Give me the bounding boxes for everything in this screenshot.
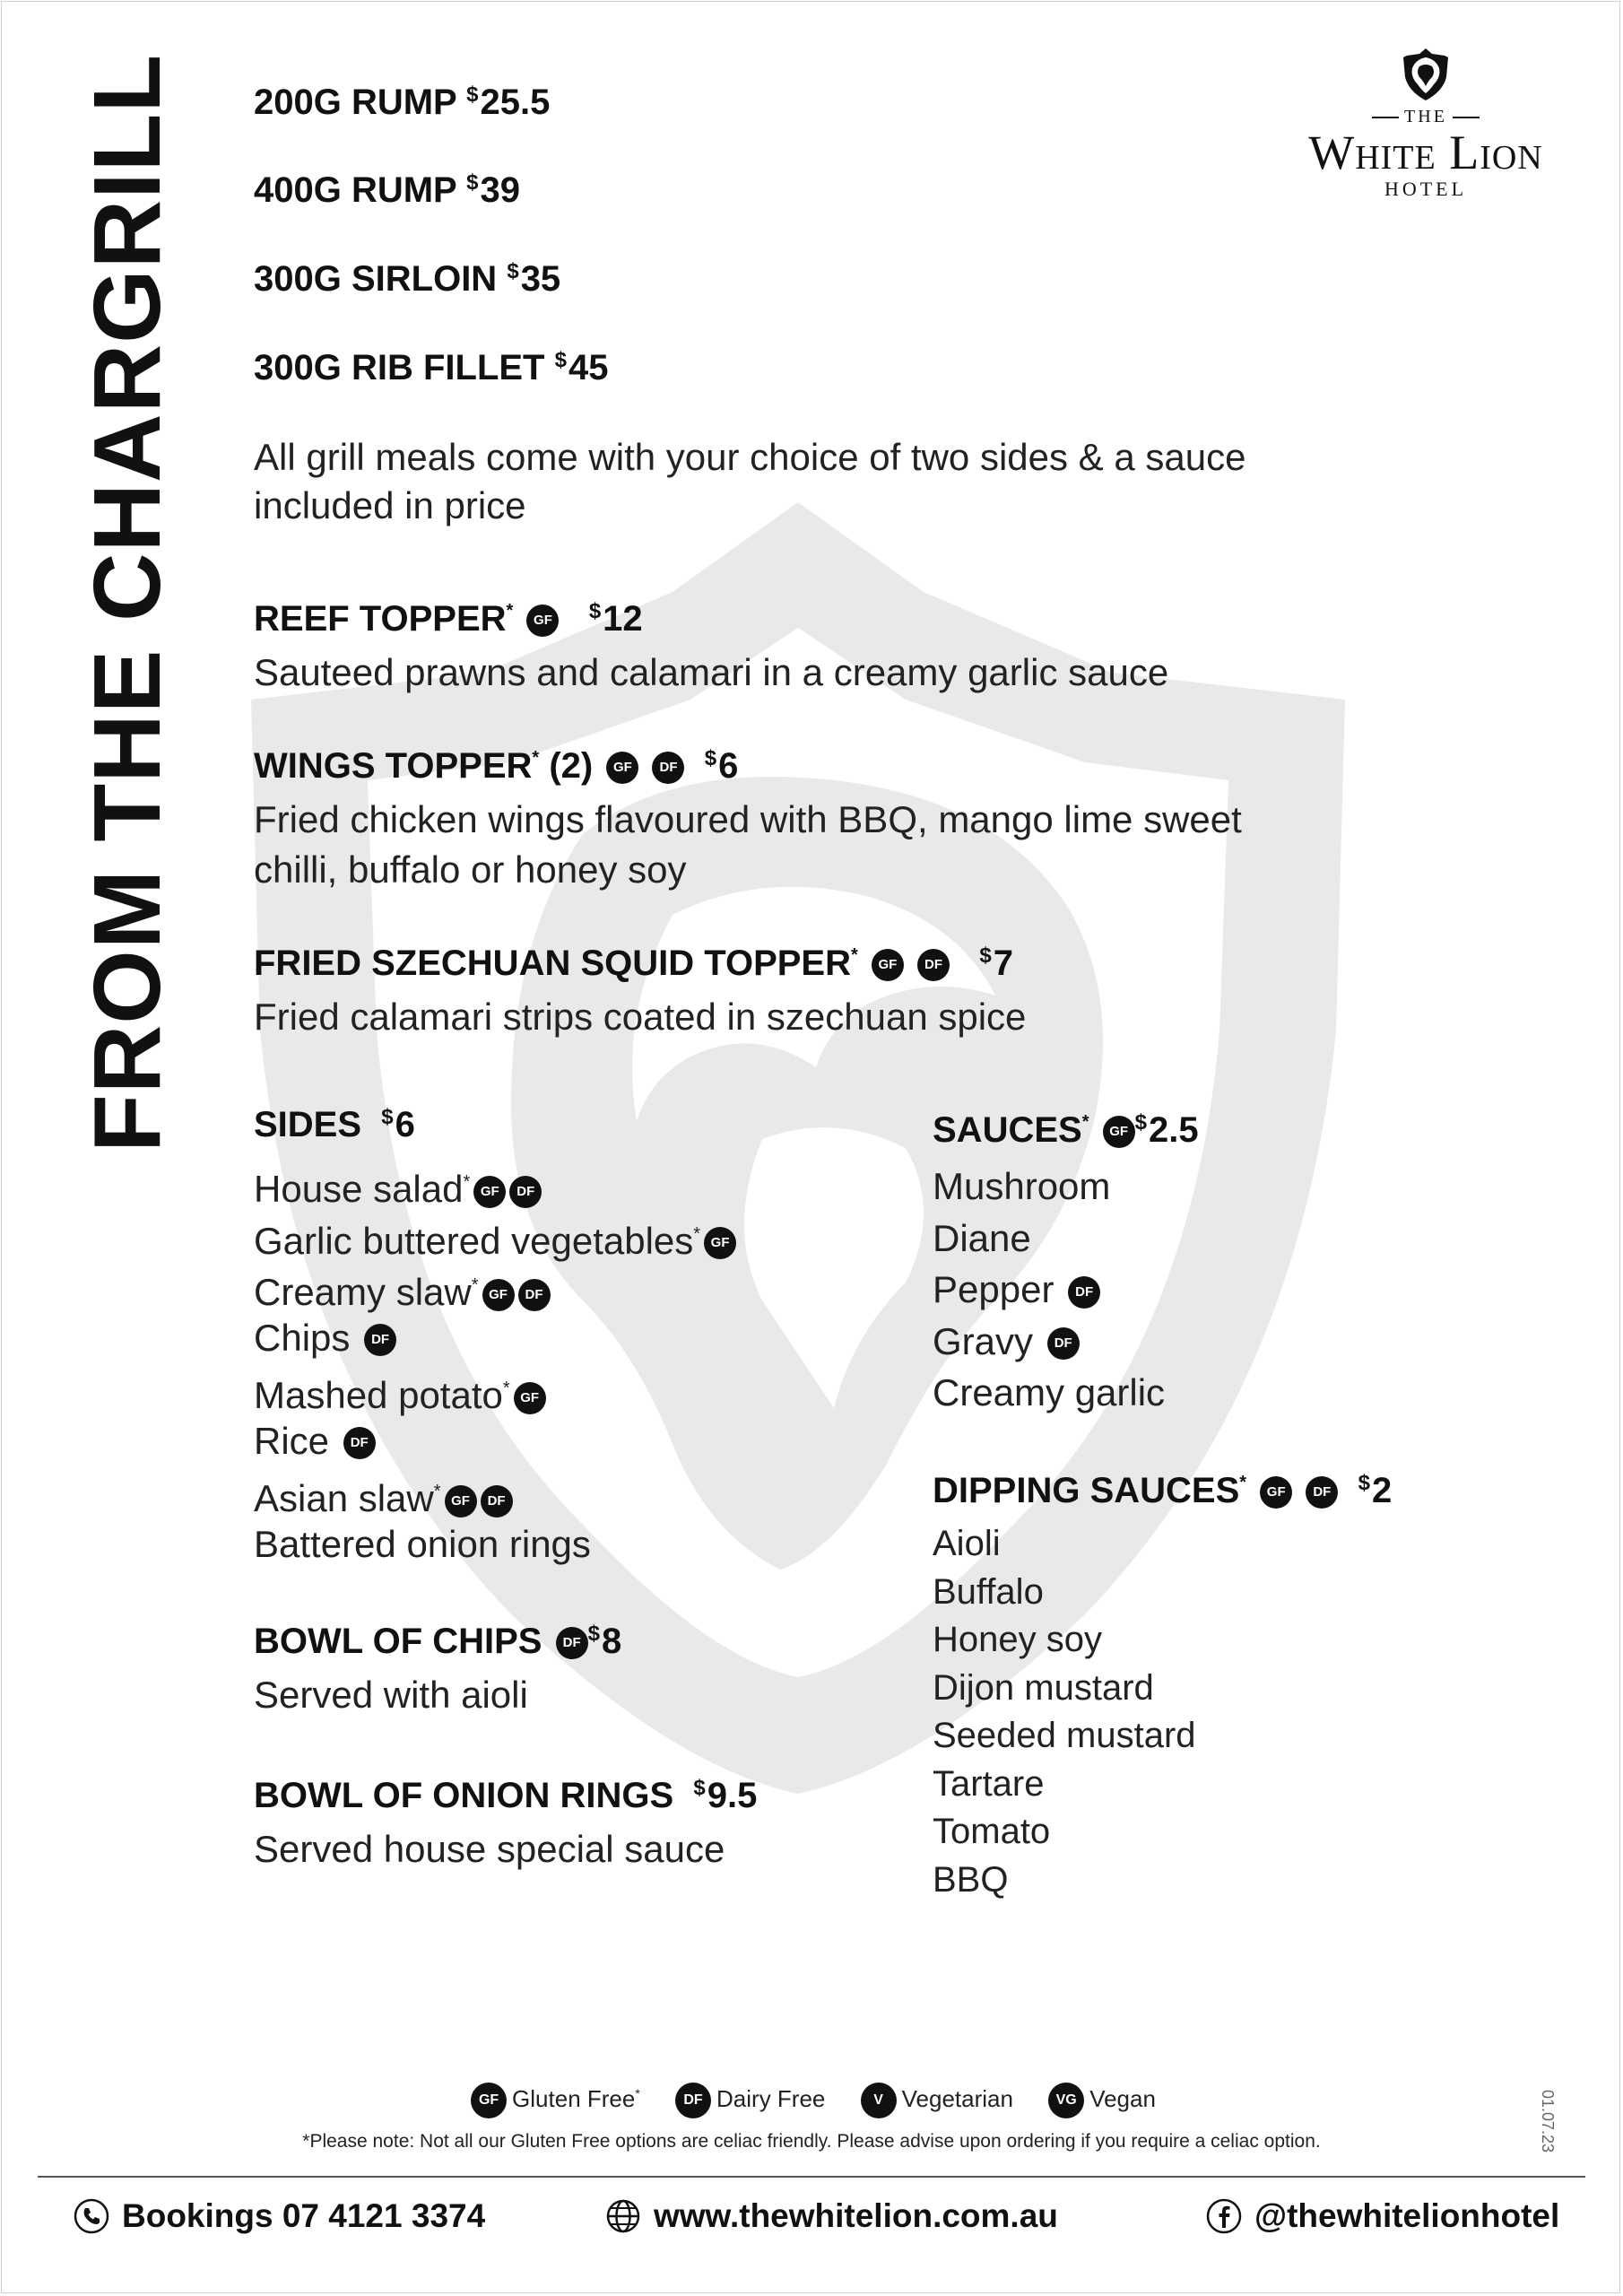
topper-desc: Fried calamari strips coated in szechuan spice: [254, 996, 1027, 1038]
dipping-sauces-list: [933, 1520, 1196, 1904]
list-item: Asian slaw* GF DF: [254, 1466, 736, 1518]
lion-crest-icon: [1400, 47, 1452, 102]
sides-title: SIDES $6: [254, 1105, 415, 1144]
list-item: Gravy DF: [933, 1316, 1165, 1368]
list-item: Honey soy: [933, 1620, 1102, 1659]
topper-desc: Fried chicken wings flavoured with BBQ, mango lime sweet: [254, 798, 1242, 840]
gluten-free-badge-icon: GF: [704, 1227, 736, 1259]
dairy-free-badge-icon: DF: [481, 1485, 513, 1518]
dietary-legend: [0, 2083, 1623, 2118]
dairy-free-badge-icon: DF: [556, 1627, 588, 1659]
topper-title: FRIED SZECHUAN SQUID TOPPER* GF DF $7: [254, 944, 1013, 983]
gluten-free-badge-icon: GF: [445, 1485, 477, 1518]
logo-name: White Lion: [1308, 126, 1543, 179]
legend-item: VG Vegan: [1045, 2083, 1156, 2118]
list-item: Diane: [933, 1216, 1031, 1259]
gluten-free-badge-icon: GF: [514, 1382, 546, 1414]
list-item: Mushroom: [933, 1165, 1111, 1207]
dairy-free-badge-icon: DF: [1047, 1327, 1080, 1360]
bowl-chips-title: BOWL OF CHIPS DF $8: [254, 1622, 622, 1661]
footer-website-link[interactable]: www.thewhitelion.com.au: [605, 2197, 1058, 2235]
legend-item: GF Gluten Free*: [467, 2083, 640, 2118]
dipping-sauces-title: DIPPING SAUCES* GF DF $2: [933, 1471, 1393, 1510]
gluten-free-badge-icon: GF: [473, 1176, 506, 1208]
list-item: Garlic buttered vegetables* GF: [254, 1209, 736, 1261]
legend-item: DF Dairy Free: [672, 2083, 825, 2118]
dairy-free-badge-icon: DF: [917, 949, 950, 981]
footer-divider: [38, 2176, 1585, 2178]
steak-item: 400G RUMP $39: [254, 170, 520, 210]
footer-bookings[interactable]: Bookings 07 4121 3374: [74, 2197, 485, 2235]
list-item: Chips DF: [254, 1312, 736, 1364]
list-item: Buffalo: [933, 1571, 1044, 1612]
bowl-onion-title: BOWL OF ONION RINGS $9.5: [254, 1776, 758, 1815]
list-item: Creamy slaw* GF DF: [254, 1260, 736, 1312]
topper-title: WINGS TOPPER* (2) GF DF $6: [254, 746, 739, 786]
dairy-free-badge-icon: DF: [343, 1427, 376, 1459]
celiac-note: *Please note: Not all our Gluten Free options are celiac friendly. Please advise upon ordering if you require a celiac option.: [302, 2131, 1321, 2152]
footer-social-link[interactable]: @thewhitelionhotel: [1206, 2197, 1559, 2235]
dairy-free-badge-icon: DF: [509, 1176, 542, 1208]
grill-note-line2: included in price: [254, 484, 526, 526]
list-item: Pepper DF: [933, 1264, 1165, 1316]
list-item: BBQ: [933, 1859, 1009, 1900]
legend-item: V Vegetarian: [857, 2083, 1013, 2118]
steak-item: 300G RIB FILLET $45: [254, 348, 609, 387]
dairy-free-badge-icon: DF: [1306, 1476, 1338, 1509]
grill-note-line1: All grill meals come with your choice of two sides & a sauce: [254, 436, 1246, 478]
logo-the: THE: [1273, 107, 1578, 127]
steak-item: 200G RUMP $25.5: [254, 83, 551, 122]
sides-list: [254, 1157, 736, 1570]
gluten-free-badge-icon: GF: [471, 2083, 507, 2118]
phone-icon: [74, 2198, 109, 2234]
dairy-free-badge-icon: DF: [518, 1279, 551, 1311]
gluten-free-badge-icon: GF: [606, 752, 638, 784]
list-item: Battered onion rings: [254, 1522, 591, 1565]
topper-desc: Sauteed prawns and calamari in a creamy garlic sauce: [254, 651, 1169, 693]
gluten-free-badge-icon: GF: [872, 949, 904, 981]
sauces-title: SAUCES* GF $2.5: [933, 1110, 1199, 1150]
logo-hotel: HOTEL: [1384, 178, 1468, 200]
section-title-vertical: FROM THE CHARGRILL: [74, 53, 180, 1152]
list-item: Aioli: [933, 1524, 1001, 1563]
list-item: Seeded mustard: [933, 1716, 1196, 1755]
globe-icon: [605, 2198, 641, 2234]
list-item: Dijon mustard: [933, 1667, 1154, 1708]
menu-date: 01.07.23: [1539, 2090, 1557, 2153]
dairy-free-badge-icon: DF: [652, 752, 684, 784]
topper-desc: chilli, buffalo or honey soy: [254, 848, 687, 891]
gluten-free-badge-icon: GF: [1103, 1116, 1135, 1148]
bowl-chips-desc: Served with aioli: [254, 1674, 528, 1716]
dairy-free-badge-icon: DF: [675, 2083, 711, 2118]
list-item: Creamy garlic: [933, 1371, 1166, 1413]
vegetarian-badge-icon: V: [861, 2083, 897, 2118]
dairy-free-badge-icon: DF: [364, 1324, 396, 1356]
list-item: Tartare: [933, 1763, 1045, 1804]
list-item: Tomato: [933, 1812, 1051, 1851]
bowl-onion-desc: Served house special sauce: [254, 1828, 725, 1870]
hotel-logo: [1273, 47, 1578, 201]
list-item: House salad* GF DF: [254, 1157, 736, 1209]
sauces-list: [933, 1161, 1165, 1419]
dairy-free-badge-icon: DF: [1068, 1276, 1100, 1309]
vegan-badge-icon: VG: [1048, 2083, 1084, 2118]
list-item: Rice DF: [254, 1415, 736, 1467]
topper-title: REEF TOPPER* GF $12: [254, 599, 643, 639]
gluten-free-badge-icon: GF: [1260, 1476, 1292, 1509]
list-item: Mashed potato* GF: [254, 1363, 736, 1415]
facebook-icon: [1206, 2198, 1242, 2234]
gluten-free-badge-icon: GF: [482, 1279, 515, 1311]
steak-item: 300G SIRLOIN $35: [254, 259, 561, 299]
gluten-free-badge-icon: GF: [526, 604, 559, 637]
